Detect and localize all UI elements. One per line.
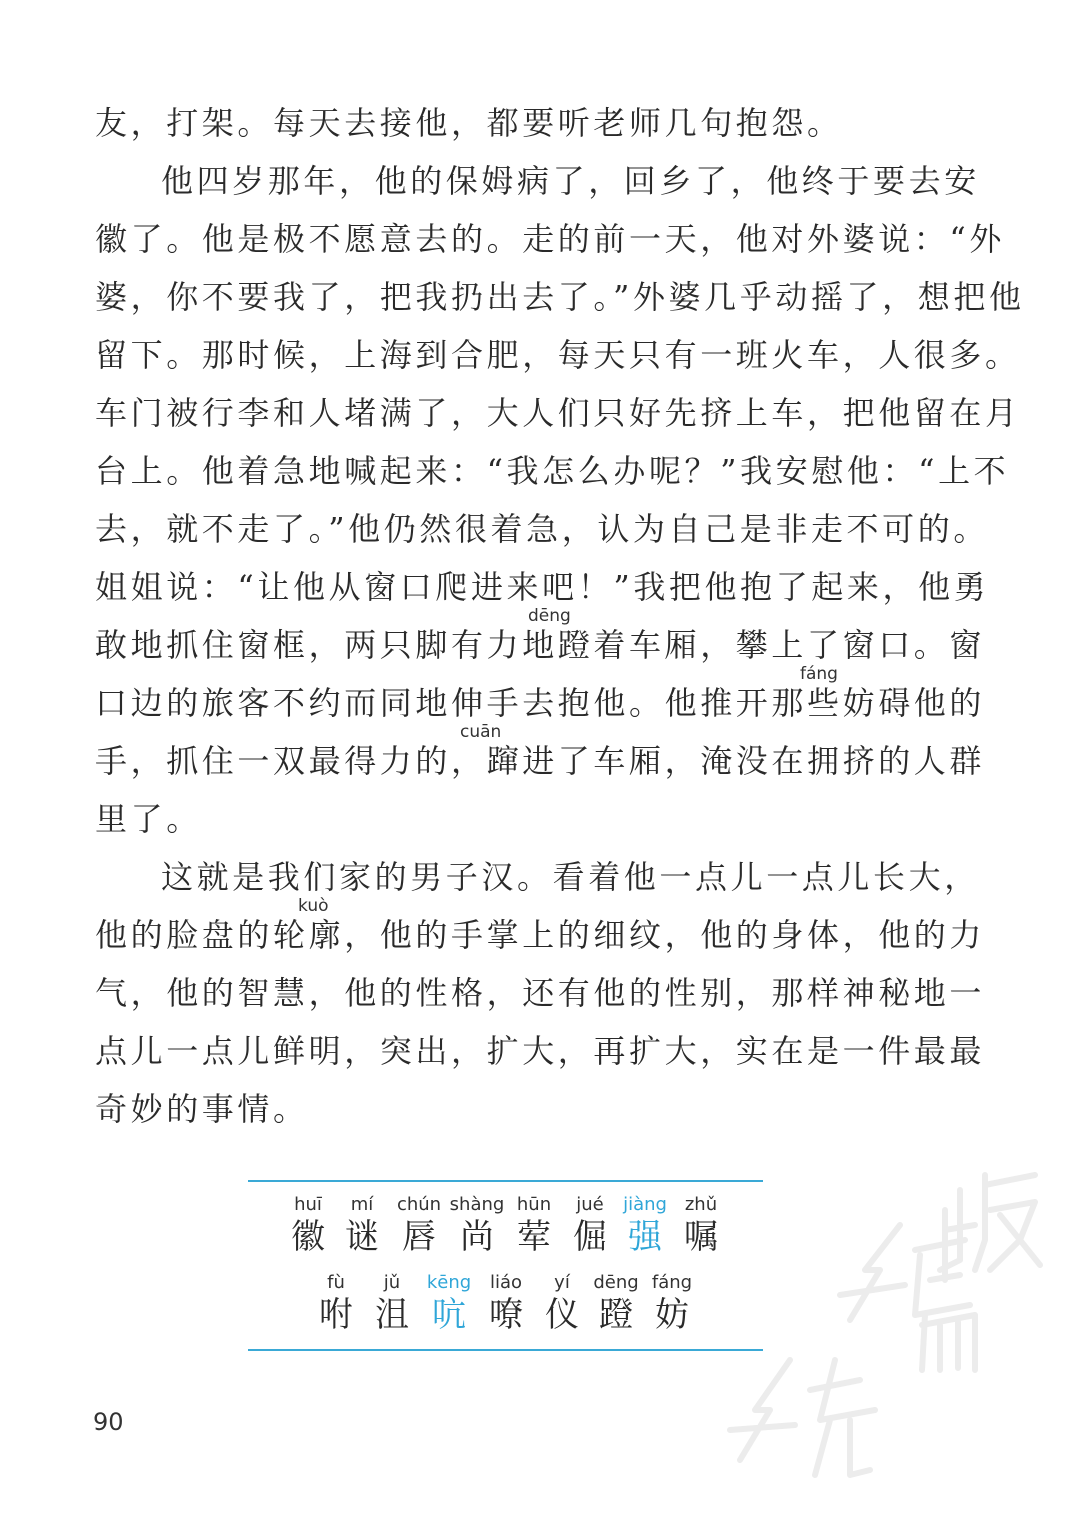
vocab-pinyin: yí [554,1272,570,1293]
vocab-item [332,1194,392,1258]
vocab-character: 唇 [402,1217,436,1257]
vocab-pinyin: fù [327,1272,345,1293]
vocab-character: 咐 [319,1295,353,1335]
text-line: 气，他的智慧，他的性格，还有他的性别，那样神秘地一 [95,974,986,1012]
vocab-item-highlighted [419,1272,479,1336]
vocab-character: 荤 [517,1217,551,1257]
vocab-character: 谜 [345,1217,379,1257]
vocab-pinyin: hūn [516,1194,552,1215]
vocab-item [278,1194,338,1258]
text-line: 敢地抓住窗框，两只脚有力地蹬着车厢，攀上了窗口。窗 [95,626,986,664]
pinyin-annotation: fáng [800,664,838,684]
text-line: 台上。他着急地喊起来：“我怎么办呢？”我安慰他：“上不 [95,452,1010,490]
text-line: 口边的旅客不约而同地伸手去抱他。他推开那些妨碍他的 [95,684,986,722]
vocab-item [306,1272,366,1336]
vocab-item [476,1272,536,1336]
vocab-character: 仪 [545,1295,579,1335]
vocab-item [389,1194,449,1258]
pinyin-annotation: kuò [298,896,329,916]
vocab-pinyin: dēng [593,1272,639,1293]
vocab-item [504,1194,564,1258]
vocab-item [586,1272,646,1336]
bottom-rule [248,1349,763,1351]
vocab-character: 妨 [655,1295,689,1335]
text-line: 他四岁那年，他的保姆病了，回乡了，他终于要去安 [161,162,980,200]
vocab-pinyin: jǔ [383,1272,401,1293]
vocab-pinyin: fáng [651,1272,693,1293]
text-line: 婆，你不要我了，把我扔出去了。”外婆几乎动摇了，想把他 [95,278,1025,316]
vocab-pinyin: zhǔ [684,1194,718,1215]
vocab-character: 尚 [460,1217,494,1257]
vocab-item [532,1272,592,1336]
text-line: 手，抓住一双最得力的，蹿进了车厢，淹没在拥挤的人群 [95,742,986,780]
watermark-logo [700,1130,1060,1490]
text-line: 车门被行李和人堵满了，大人们只好先挤上车，把他留在月 [95,394,1021,432]
vocab-character: 吭 [432,1295,466,1335]
vocab-pinyin: huī [294,1194,322,1215]
text-line: 点儿一点儿鲜明，突出，扩大，再扩大，实在是一件最最 [95,1032,986,1070]
vocab-pinyin: jiàng [623,1194,667,1215]
vocab-item [362,1272,422,1336]
vocab-character: 徽 [291,1217,325,1257]
vocab-pinyin: kēng [426,1272,472,1293]
text-line: 徽了。他是极不愿意去的。走的前一天，他对外婆说：“外 [95,220,1005,258]
vocab-pinyin: jué [576,1194,604,1215]
pinyin-annotation: cuān [460,722,502,742]
vocab-character: 嘹 [489,1295,523,1335]
text-line: 留下。那时候，上海到合肥，每天只有一班火车，人很多。 [95,336,1021,374]
new-characters-box [248,1180,763,1352]
vocab-pinyin: chún [396,1194,442,1215]
vocab-pinyin: shàng [449,1194,505,1215]
vocab-character: 蹬 [599,1295,633,1335]
vocab-character: 嘱 [684,1217,718,1257]
page-number: 90 [93,1408,124,1436]
vocab-item [560,1194,620,1258]
pinyin-annotation: dēng [528,606,571,626]
vocab-pinyin: liáo [489,1272,523,1293]
vocab-item [447,1194,507,1258]
vocab-character: 强 [628,1217,662,1257]
text-line: 这就是我们家的男子汉。看着他一点儿一点儿长大， [161,858,980,896]
text-line: 姐姐说：“让他从窗口爬进来吧！”我把他抱了起来，他勇 [95,568,990,606]
vocab-character: 沮 [375,1295,409,1335]
top-rule [248,1180,763,1182]
text-line: 他的脸盘的轮廓，他的手掌上的细纹，他的身体，他的力 [95,916,986,954]
vocab-character: 倔 [573,1217,607,1257]
text-line: 去，就不走了。”他仍然很着急，认为自己是非走不可的。 [95,510,989,548]
vocab-item-highlighted [615,1194,675,1258]
text-line: 友，打架。每天去接他，都要听老师几句抱怨。 [95,104,843,142]
text-line: 里了。 [95,800,202,838]
body-text [95,94,1025,1138]
text-line: 奇妙的事情。 [95,1090,309,1128]
vocab-item [642,1272,702,1336]
vocab-pinyin: mí [350,1194,374,1215]
